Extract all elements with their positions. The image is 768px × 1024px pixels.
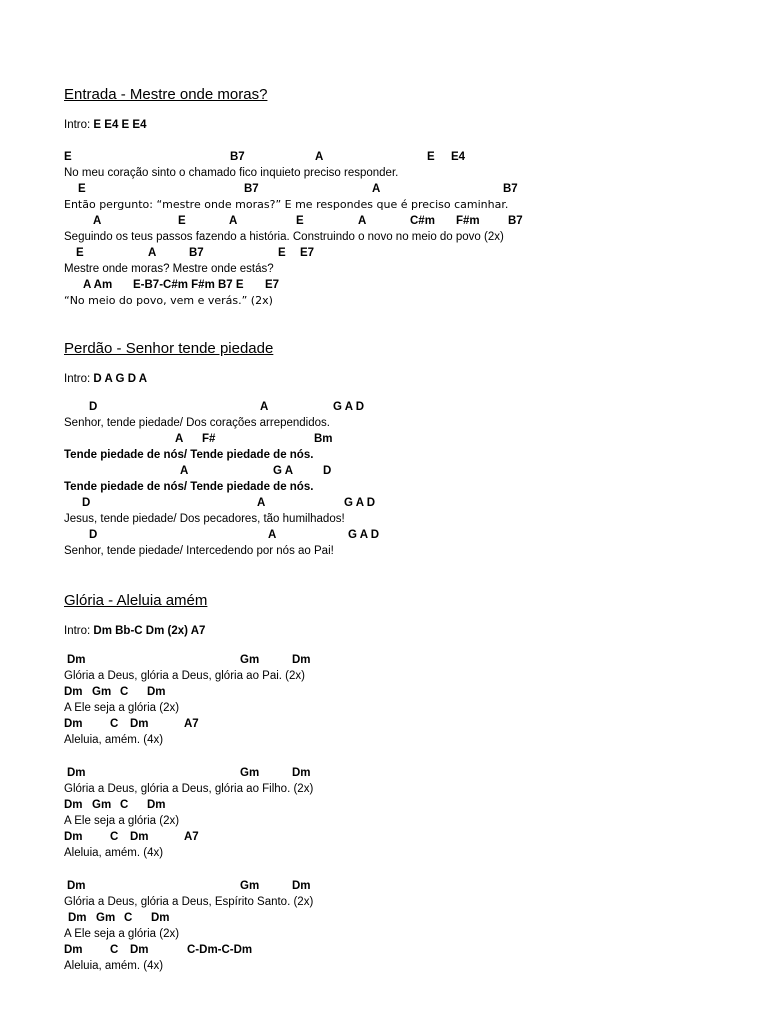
chord: E (278, 247, 286, 259)
chord: F# (202, 433, 216, 445)
section-title-gloria: Glória - Aleluia amém (64, 592, 208, 609)
section-title-entrada: Entrada - Mestre onde moras? (64, 86, 268, 103)
chord: Dm (64, 799, 83, 811)
chord: Gm (240, 880, 260, 892)
lyric-line: Mestre onde moras? Mestre onde estás? (64, 263, 274, 275)
lyric-line: A Ele seja a glória (2x) (64, 815, 180, 827)
chord: A (372, 183, 381, 195)
chord: Gm (92, 799, 112, 811)
chord: Gm (240, 654, 260, 666)
chord: E7 (300, 247, 315, 259)
lyric-line: A Ele seja a glória (2x) (64, 702, 180, 714)
lyric-line: Glória a Deus, glória a Deus, Espírito Santo. (2x) (64, 896, 314, 908)
intro-line: Intro: D A G D A (64, 373, 148, 385)
lyric-line: Aleluia, amém. (4x) (64, 734, 164, 746)
chord: E (296, 215, 304, 227)
chord: Dm (147, 686, 166, 698)
chord: G A D (348, 529, 380, 541)
chord: C (120, 686, 129, 698)
chord: D (82, 497, 91, 509)
chord: E (178, 215, 186, 227)
chord: E4 (451, 151, 466, 163)
intro-chords: E E4 E E4 (93, 119, 147, 131)
chord: Dm (64, 831, 83, 843)
chord: Dm (68, 912, 87, 924)
chord: Dm (64, 718, 83, 730)
chord: C (120, 799, 129, 811)
chord: G A D (344, 497, 376, 509)
intro-chords: Dm Bb-C Dm (2x) A7 (93, 625, 206, 637)
chord: Dm (292, 880, 311, 892)
chord: A (260, 401, 269, 413)
chord: Dm (64, 944, 83, 956)
lyric-line: Aleluia, amém. (4x) (64, 847, 164, 859)
lyric-line: Tende piedade de nós/ Tende piedade de nós. (64, 481, 314, 493)
lyric-line: Aleluia, amém. (4x) (64, 960, 164, 972)
chord: E (64, 151, 72, 163)
lyric-line: A Ele seja a glória (2x) (64, 928, 180, 940)
chord: B7 (508, 215, 523, 227)
chord: Gm (96, 912, 116, 924)
intro-chords: D A G D A (93, 373, 148, 385)
chord: A (175, 433, 184, 445)
chord: D (89, 529, 98, 541)
lyric-line: Senhor, tende piedade/ Intercedendo por nós ao Pai! (64, 545, 334, 557)
lyric-line: Então pergunto: “mestre onde moras?” E me respondes que é preciso caminhar. (64, 198, 509, 211)
chord: A (229, 215, 238, 227)
lyric-line: Glória a Deus, glória a Deus, glória ao Filho. (2x) (64, 783, 314, 795)
chord: Bm (314, 433, 333, 445)
chord: A (180, 465, 189, 477)
chord: C (124, 912, 133, 924)
intro-line: Intro: Dm Bb-C Dm (2x) A7 (64, 625, 206, 637)
lyric-line: Jesus, tende piedade/ Dos pecadores, tão humilhados! (64, 513, 345, 525)
chord: Gm (240, 767, 260, 779)
chord: E (76, 247, 84, 259)
chord: E (78, 183, 86, 195)
lyric-line: Seguindo os teus passos fazendo a história. Construindo o novo no meio do povo (2x) (64, 231, 504, 243)
chord: A7 (184, 831, 199, 843)
chord: D (323, 465, 332, 477)
chord: Dm (147, 799, 166, 811)
lyric-line: No meu coração sinto o chamado fico inquieto preciso responder. (64, 167, 399, 179)
chord: C-Dm-C-Dm (187, 944, 253, 956)
chord: A (268, 529, 277, 541)
chord: G A (273, 465, 294, 477)
chord: Dm (67, 654, 86, 666)
chord: A (358, 215, 367, 227)
chord: A (93, 215, 102, 227)
chord: Dm (292, 654, 311, 666)
chord: C#m (410, 215, 435, 227)
chord: B7 (230, 151, 245, 163)
lyric-line: Tende piedade de nós/ Tende piedade de nós. (64, 449, 314, 461)
lyric-line: Glória a Deus, glória a Deus, glória ao Pai. (2x) (64, 670, 305, 682)
lyric-line: Senhor, tende piedade/ Dos corações arrependidos. (64, 417, 330, 429)
chord: F#m (456, 215, 480, 227)
chord: Dm (64, 686, 83, 698)
chord: A (148, 247, 157, 259)
chord: E7 (265, 279, 280, 291)
chord: A7 (184, 718, 199, 730)
chord: Dm (67, 880, 86, 892)
chord: Dm (130, 944, 149, 956)
lyric-line: “No meio do povo, vem e verás.” (2x) (64, 294, 273, 307)
chord: Dm (67, 767, 86, 779)
chord: Dm (151, 912, 170, 924)
chord: Dm (292, 767, 311, 779)
chord: C (110, 718, 119, 730)
chord: E (427, 151, 435, 163)
chord: D (89, 401, 98, 413)
chord: A Am (83, 279, 113, 291)
chord: C (110, 831, 119, 843)
chord: A (315, 151, 324, 163)
chord: B7 (189, 247, 204, 259)
chord: E-B7-C#m F#m B7 E (133, 279, 244, 291)
chord: Gm (92, 686, 112, 698)
chord: Dm (130, 831, 149, 843)
section-title-perdao: Perdão - Senhor tende piedade (64, 340, 274, 357)
chord: Dm (130, 718, 149, 730)
chord: A (257, 497, 266, 509)
chord: B7 (503, 183, 518, 195)
intro-line: Intro: E E4 E E4 (64, 119, 147, 131)
chord: B7 (244, 183, 259, 195)
chord: G A D (333, 401, 365, 413)
chord: C (110, 944, 119, 956)
